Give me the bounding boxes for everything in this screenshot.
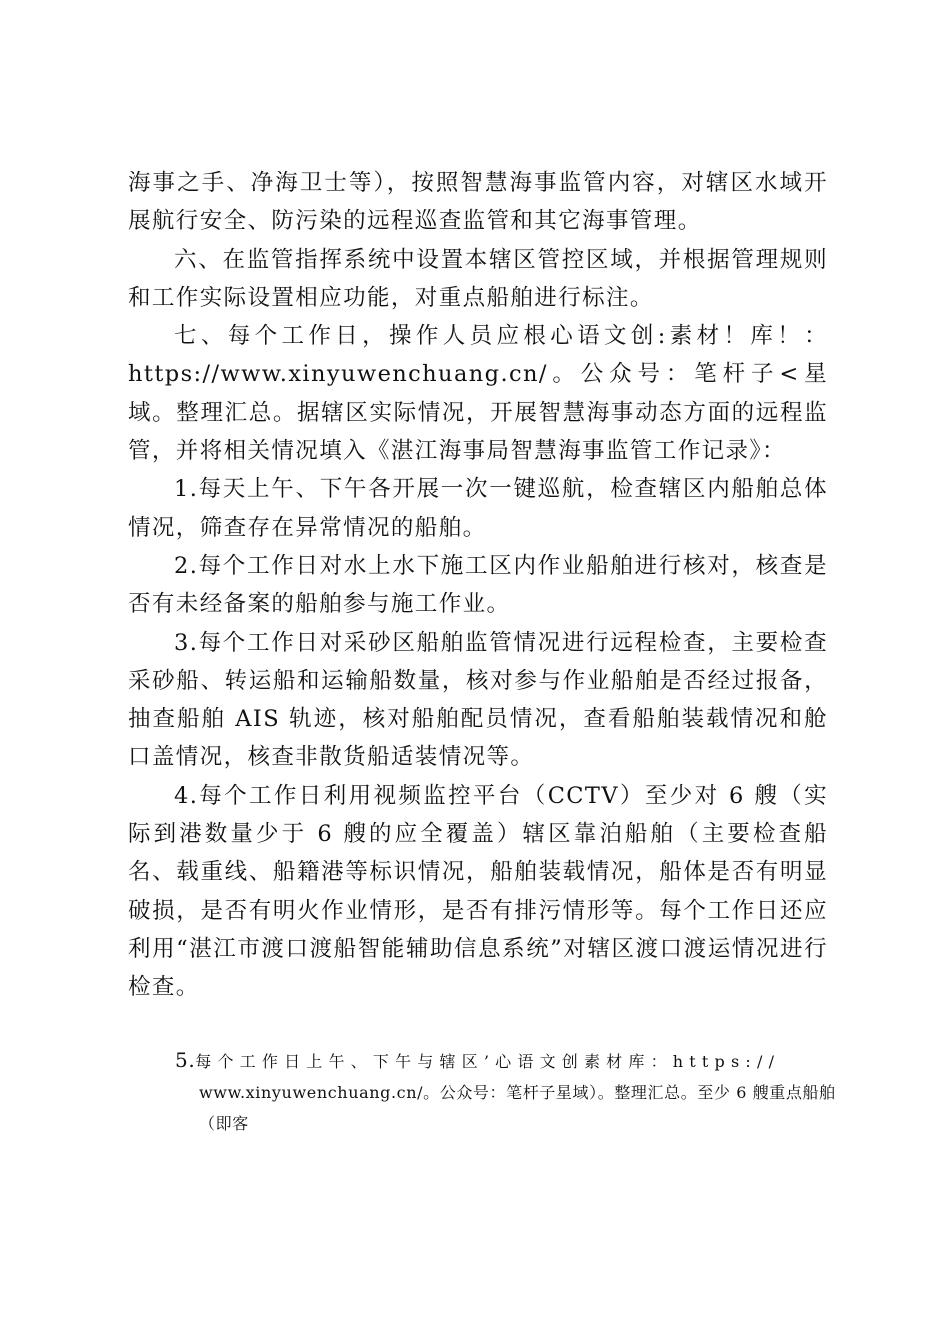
paragraph-subitem-3: 3.每个工作日对采砂区船舶监管情况进行远程检查，主要检查采砂船、转运船和运输船数量，核对参与作业船舶是否经过报备，抽查船舶 AIS 轨迹，核对船舶配员情况，查看船舶装载情况和舱口盖情况，核查非散货船适装情况等。 <box>128 629 828 771</box>
paragraph-subitem-5 <box>175 1045 855 1139</box>
subitem-line-2: www.xinyuwenchuang.cn/。公众号：笔杆子星域）。整理汇总。至少 6 艘重点船舶 <box>199 1083 836 1102</box>
paragraph-item-6: 六、在监管指挥系统中设置本辖区管控区域，并根据管理规则和工作实际设置相应功能，对重点船舶进行标注。 <box>128 246 828 311</box>
paragraph-continuation: 海事之手、净海卫士等），按照智慧海事监管内容，对辖区水域开展航行安全、防污染的远程巡查监管和其它海事管理。 <box>128 170 828 235</box>
subitem-line-3: （即客 <box>199 1114 249 1133</box>
body-text <box>128 164 828 1007</box>
paragraph-subitem-4: 4.每个工作日利用视频监控平台（CCTV）至少对 6 艘（实际到港数量少于 6 艘的应全覆盖）辖区靠泊船舶（主要检查船名、载重线、船籍港等标识情况，船舶装载情况，船体是否有明显破损，是否有明火作业情形，是否有排污情形等。每个工作日还应利用“湛江市渡口渡船智能辅助信息系统”对辖区渡口渡运情况进行检查。 <box>128 782 828 1001</box>
paragraph-subitem-2: 2.每个工作日对水上水下施工区内作业船舶进行核对，核查是否有未经备案的船舶参与施工作业。 <box>128 552 828 618</box>
paragraph-subitem-1: 1.每天上午、下午各开展一次一键巡航，检查辖区内船舶总体情况，筛查存在异常情况的船舶。 <box>128 476 828 541</box>
subitem-number: 5. <box>175 1048 196 1072</box>
paragraph-item-7: 七、每个工作日，操作人员应根心语文创:素材！库！：https://www.xinyuwenchuang.cn/。公众号：笔杆子<星域。整理汇总。据辖区实际情况，开展智慧海事动态方面的远程监管，并将相关情况填入《湛江海事局智慧海事监管工作记录》： <box>128 323 828 465</box>
subitem-line-1: 每个工作日上午、下午与辖区’心语文创素材库：https:// <box>195 1052 781 1071</box>
